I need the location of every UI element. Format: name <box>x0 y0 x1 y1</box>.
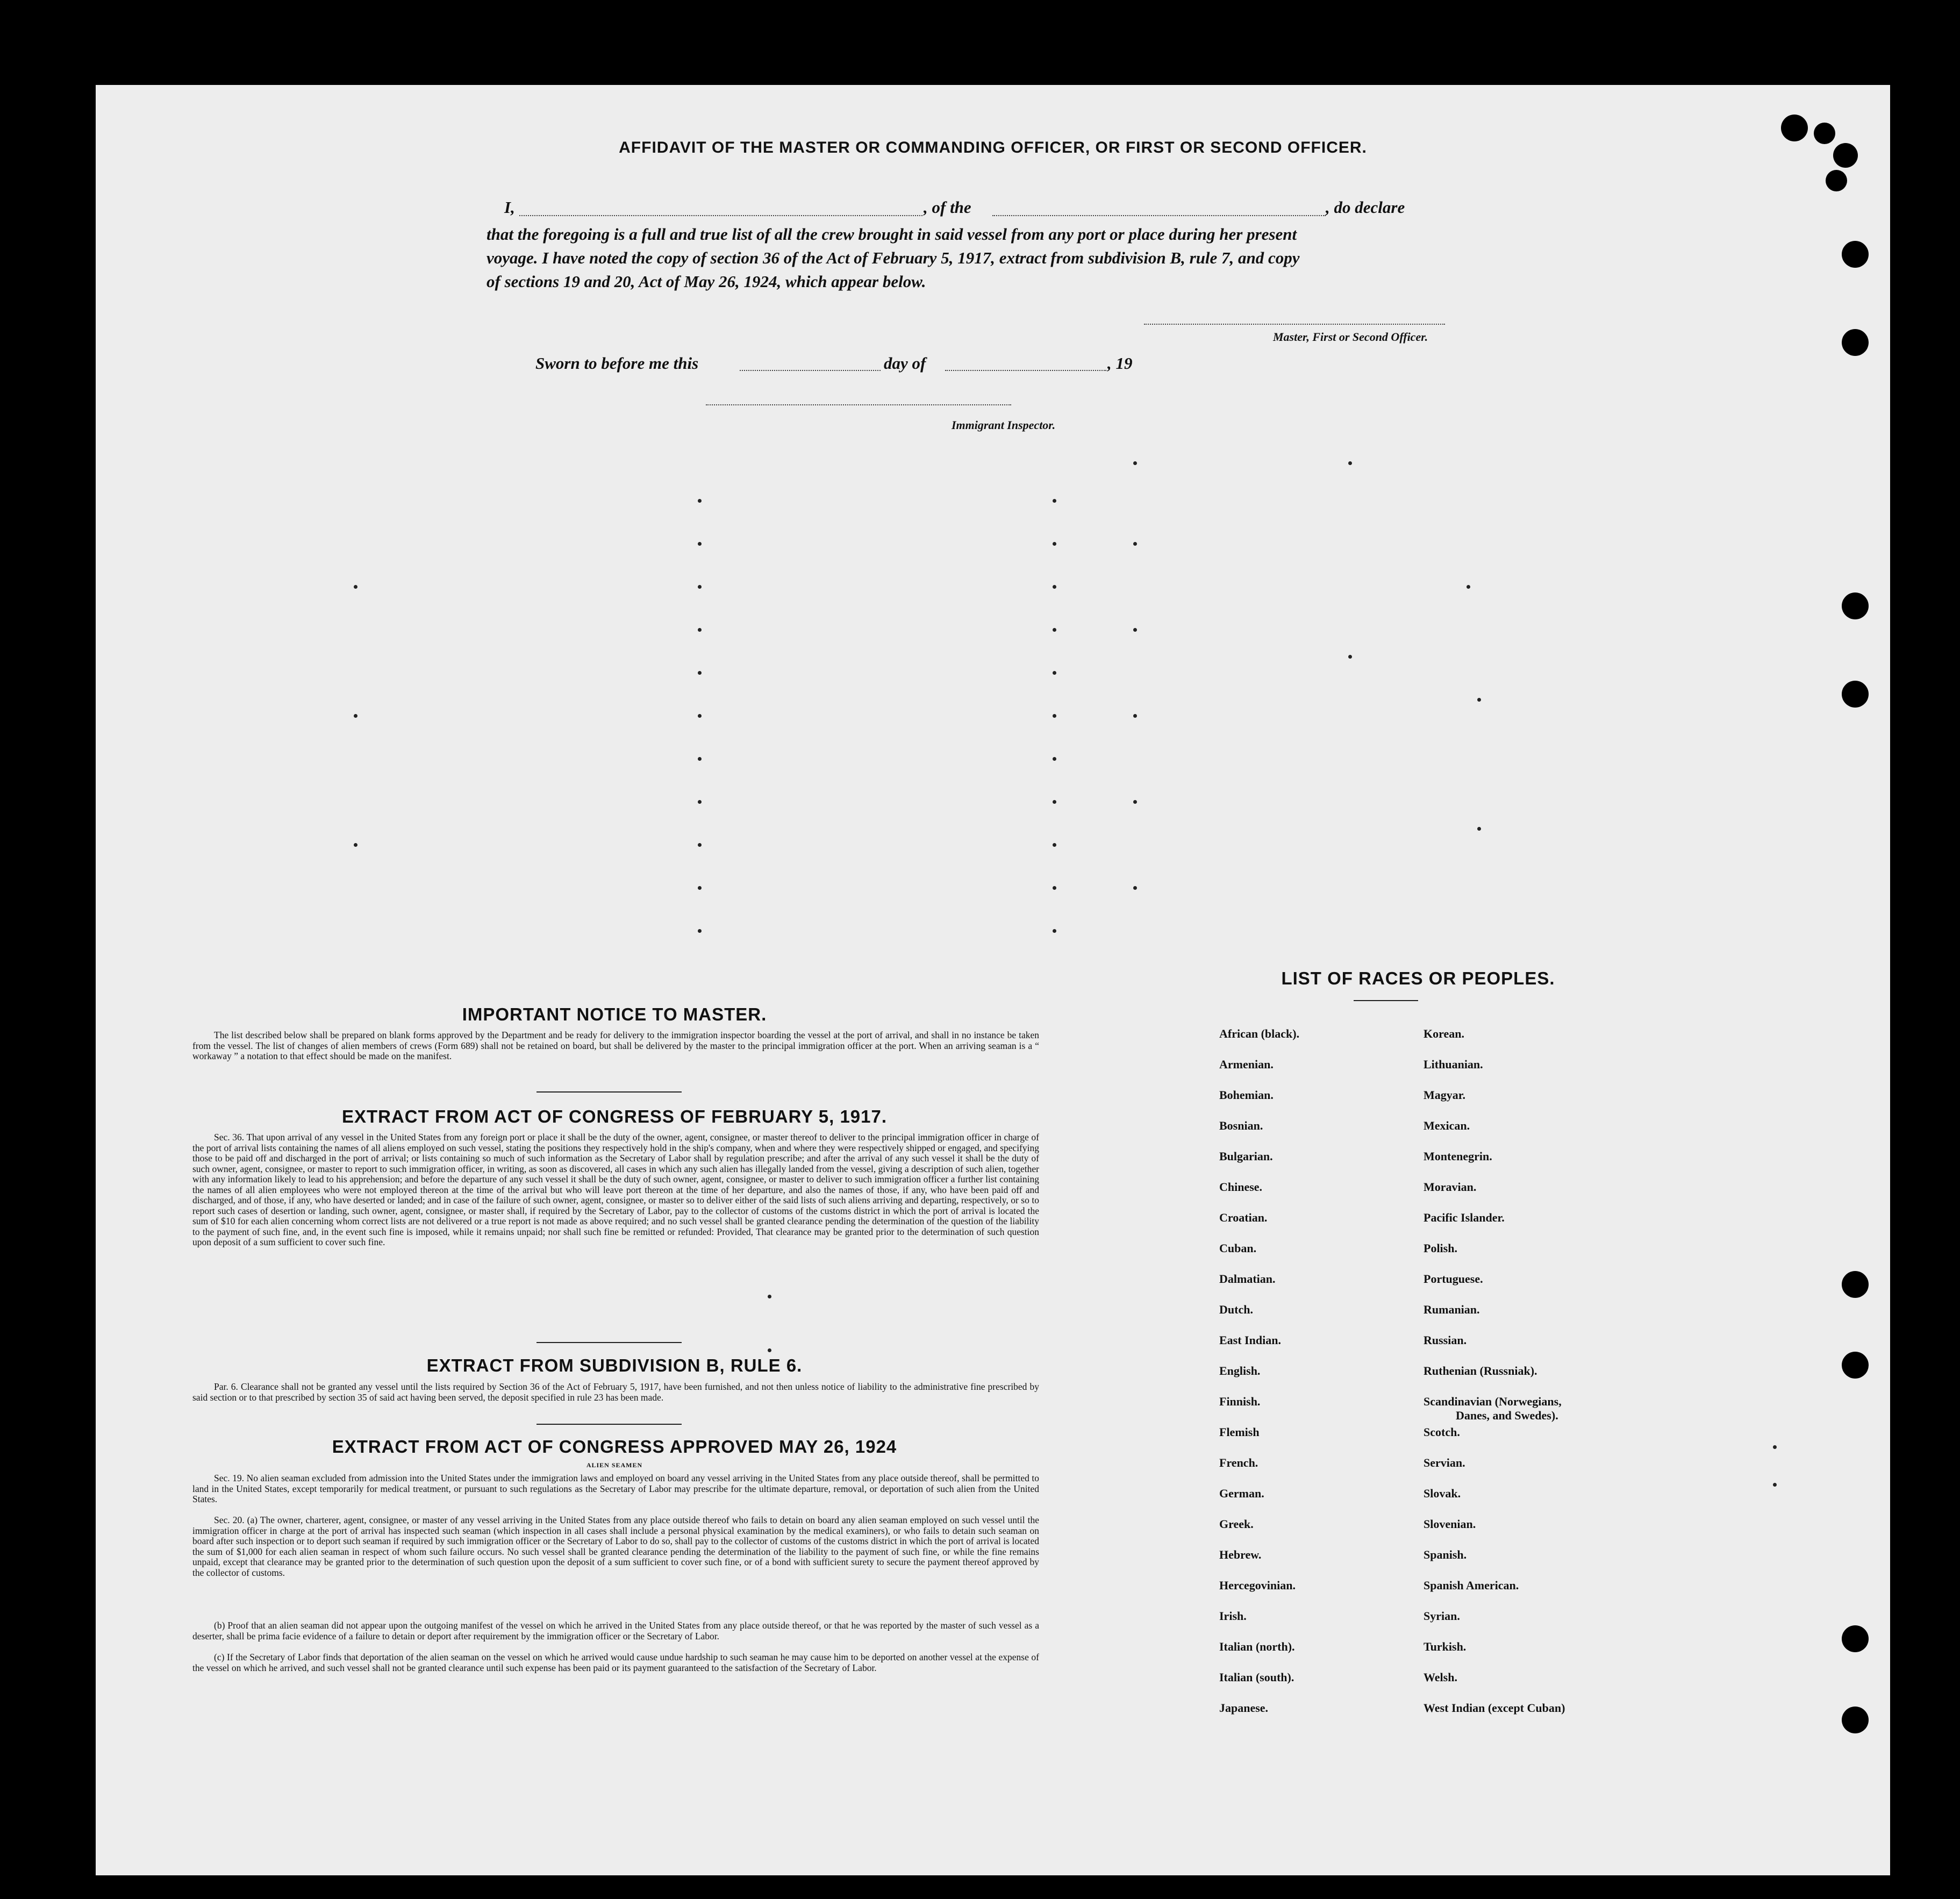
race-right-item: Rumanian. <box>1423 1303 1480 1316</box>
race-right-item: Montenegrin. <box>1423 1150 1492 1163</box>
race-left-item: Chinese. <box>1219 1180 1263 1194</box>
affidavit-title: AFFIDAVIT OF THE MASTER OR COMMANDING OFFICER, OR FIRST OR SECOND OFFICER. <box>619 139 1367 156</box>
inspector-signature-label: Immigrant Inspector. <box>952 418 1056 432</box>
punch-hole-icon <box>1826 170 1847 191</box>
race-right-item: Servian. <box>1423 1456 1465 1469</box>
race-right-item: Slovenian. <box>1423 1517 1476 1531</box>
divider <box>537 1424 682 1425</box>
race-left-item: East Indian. <box>1219 1333 1281 1347</box>
punch-hole-icon <box>1842 681 1869 708</box>
sworn-day-blank <box>740 370 881 371</box>
race-left-item: Irish. <box>1219 1609 1247 1623</box>
punch-hole-icon <box>1842 1352 1869 1379</box>
race-left-item: African (black). <box>1219 1027 1300 1040</box>
race-left-item: Finnish. <box>1219 1395 1261 1408</box>
master-signature-label: Master, First or Second Officer. <box>1273 330 1428 344</box>
race-right-item: Mexican. <box>1423 1119 1470 1132</box>
race-left-item: Armenian. <box>1219 1058 1274 1071</box>
document-page <box>96 85 1890 1875</box>
race-right-item: Lithuanian. <box>1423 1058 1483 1071</box>
punch-hole-icon <box>1842 1625 1869 1652</box>
race-right-item: Russian. <box>1423 1333 1467 1347</box>
extract-1924-title: EXTRACT FROM ACT OF CONGRESS APPROVED MAY 26, 1924 <box>332 1437 897 1457</box>
affidavit-line-3: voyage. I have noted the copy of section 36 of the Act of February 5, 1917, extract from subdivision B, rule 7, and copy <box>487 248 1300 267</box>
day-of-label: day of <box>884 354 926 373</box>
punch-hole-icon <box>1842 329 1869 356</box>
sworn-label: Sworn to before me this <box>535 354 699 373</box>
race-left-item: Bohemian. <box>1219 1088 1274 1102</box>
sec20b-text: (b) Proof that an alien seaman did not appear upon the outgoing manifest of the vessel on which he arrived in the United States from any place outside thereof, or that he was reported by the master of such vessel as a deserter, shall be prima facie evidence of a failure to detain or deport after requirement by the immigration officer or the Secretary of Labor. <box>192 1620 1039 1641</box>
punch-hole-icon <box>1842 241 1869 268</box>
race-left-item: French. <box>1219 1456 1258 1469</box>
race-right-item: Pacific Islander. <box>1423 1211 1505 1224</box>
race-left-item: Cuban. <box>1219 1241 1257 1255</box>
name-blank-line <box>519 215 922 216</box>
race-right-item: Korean. <box>1423 1027 1464 1040</box>
race-left-item: Greek. <box>1219 1517 1254 1531</box>
race-right-item: Spanish. <box>1423 1548 1467 1561</box>
race-right-item: Polish. <box>1423 1241 1457 1255</box>
punch-hole-icon <box>1842 1271 1869 1298</box>
divider <box>537 1091 682 1093</box>
race-left-item: Italian (south). <box>1219 1670 1294 1684</box>
race-right-item: West Indian (except Cuban) <box>1423 1701 1565 1715</box>
sworn-month-blank <box>945 370 1106 371</box>
vessel-blank-line <box>992 215 1326 216</box>
race-right-item: Syrian. <box>1423 1609 1460 1623</box>
affidavit-declare-label: , do declare <box>1326 198 1405 217</box>
master-signature-line <box>1144 324 1445 325</box>
punch-hole-icon <box>1842 1707 1869 1733</box>
race-left-item: Flemish <box>1219 1425 1260 1439</box>
race-left-item: Bulgarian. <box>1219 1150 1273 1163</box>
rule6-text: Par. 6. Clearance shall not be granted any vessel until the lists required by Section 36 of the Act of February 5, 1917, have been furnished, and not then unless notice of liability to the administrative fine prescribed by said section or to that prescribed by section 35 of said act having been served, the deposit specified in rule 23 has been made. <box>192 1381 1039 1403</box>
divider <box>1354 1000 1418 1001</box>
sec20c-text: (c) If the Secretary of Labor finds that deportation of the alien seaman on the vessel on which he arrived would cause undue hardship to such seaman he may cause him to be deported on another vessel at the expense of the vessel on which he arrived, and such vessel shall not be granted clearance until such expense has been paid or its payment guaranteed to the satisfaction of the Secretary of Labor. <box>192 1652 1039 1673</box>
race-left-item: Dalmatian. <box>1219 1272 1276 1286</box>
notice-title: IMPORTANT NOTICE TO MASTER. <box>462 1004 767 1024</box>
inspector-signature-line <box>706 404 1011 405</box>
notice-text: The list described below shall be prepared on blank forms approved by the Department and be ready for delivery to the immigration inspector boarding the vessel at the port of arrival, and shall in no instance be taken from the vessel. The list of changes of alien members of crews (Form 689) shall not be retained on board, but shall be delivered by the master to the principal immigration officer at the port. When an arriving seaman is a “ workaway ” a notation to that effect should be made on the manifest. <box>192 1030 1039 1061</box>
race-left-item: Italian (north). <box>1219 1640 1295 1653</box>
race-right-item: Magyar. <box>1423 1088 1466 1102</box>
divider <box>537 1342 682 1343</box>
races-title: LIST OF RACES OR PEOPLES. <box>1281 968 1555 988</box>
extract-1917-text: Sec. 36. That upon arrival of any vessel in the United States from any foreign port or place it shall be the duty of the owner, agent, consignee, or master thereof to deliver to the principal immigration officer in charge of the port of arrival lists containing the names of all aliens employed on such vessel, stating the positions they respectively hold in the ship's company, when and where they were respectively shipped or engaged, and specifying those to be paid off and discharged in the port of arrival; or lists containing so much of such information as the Secretary of Labor shall by regulation prescribe; and after the arrival of any such vessel it shall be the duty of such owner, agent, consignee, or master to report to such immigration officer, in writing, as soon as discovered, all cases in which any such alien has illegally landed from the vessel, giving a description of such alien, together with any information likely to lead to his apprehension; and before the departure of any such vessel it shall be the duty of such owner, agent, consignee, or master to deliver to such immigration officer a further list containing the names of all alien employees who were not employed thereon at the time of the arrival but who will leave port thereon at the time of her departure, and also the names of those, if any, who have been paid off and discharged, and of those, if any, who have deserted or landed; and in case of the failure of such owner, agent, consignee, or master so to deliver either of the said lists of such aliens arriving and departing, respectively, or so to report such cases of desertion or landing, such owner, agent, consignee, or master shall, if required by the Secretary of Labor, pay to the collector of customs of the customs district in which the port of arrival is located the sum of $10 for each alien concerning whom correct lists are not delivered or a true report is not made as above required; and no such vessel shall be granted clearance pending the determination of the question of the liability to the payment of such fine, and, in the event such fine is imposed, while it remains unpaid; nor shall such fine be remitted or refunded: Provided, That clearance may be granted prior to the determination of such question upon deposit of a sum sufficient to cover such fine. <box>192 1132 1039 1247</box>
sec20a-text: Sec. 20. (a) The owner, charterer, agent, consignee, or master of any vessel arriving in the United States from any place outside thereof who fails to detain on board any alien seaman employed on such vessel until the immigration officer in charge at the port of arrival has inspected such seaman (which inspection in all cases shall include a personal physical examination by the medical examiners), or who fails to detain such seaman on board after such inspection or to deport such seaman if required by such immigration officer or the Secretary of Labor to do so, shall pay to the collector of customs of the customs district in which the port of arrival is located the sum of $1,000 for each alien seaman in respect of whom such failure occurs. No such vessel shall be granted clearance pending the determination of the liability to the payment of such fine, or while the fine remains unpaid, except that clearance may be granted prior to the determination of such question upon the deposit of a sum sufficient to cover such fine, or of a bond with sufficient surety to secure the payment thereof approved by the collector of customs. <box>192 1515 1039 1578</box>
race-right-item: Welsh. <box>1423 1670 1457 1684</box>
affidavit-line-4: of sections 19 and 20, Act of May 26, 1924, which appear below. <box>487 272 926 291</box>
race-right-item: Scandinavian (Norwegians, <box>1423 1395 1562 1408</box>
race-left-item: Japanese. <box>1219 1701 1269 1715</box>
race-left-item: Croatian. <box>1219 1211 1268 1224</box>
punch-hole-icon <box>1781 115 1808 141</box>
race-right-item: Portuguese. <box>1423 1272 1483 1286</box>
race-left-item: Hebrew. <box>1219 1548 1262 1561</box>
punch-hole-icon <box>1842 592 1869 619</box>
race-left-item: Hercegovinian. <box>1219 1579 1296 1592</box>
race-right-item: Danes, and Swedes). <box>1456 1409 1558 1422</box>
race-left-item: Bosnian. <box>1219 1119 1263 1132</box>
affidavit-i-label: I, <box>504 198 515 217</box>
race-right-item: Moravian. <box>1423 1180 1477 1194</box>
race-right-item: Ruthenian (Russniak). <box>1423 1364 1537 1377</box>
race-right-item: Spanish American. <box>1423 1579 1519 1592</box>
affidavit-line-2: that the foregoing is a full and true list of all the crew brought in said vessel from any port or place during her present <box>487 225 1297 244</box>
race-left-item: Dutch. <box>1219 1303 1253 1316</box>
race-right-item: Scotch. <box>1423 1425 1460 1439</box>
race-left-item: English. <box>1219 1364 1261 1377</box>
sec19-text: Sec. 19. No alien seaman excluded from admission into the United States under the immigration laws and employed on board any vessel arriving in the United States from any place outside thereof, shall be permitted to land in the United States, except temporarily for medical treatment, or pursuant to such regulations as the Secretary of Labor may prescribe for the ultimate departure, removal, or deportation of such alien from the United States. <box>192 1473 1039 1504</box>
race-right-item: Turkish. <box>1423 1640 1467 1653</box>
rule6-title: EXTRACT FROM SUBDIVISION B, RULE 6. <box>426 1355 803 1375</box>
race-right-item: Slovak. <box>1423 1487 1461 1500</box>
extract-1917-title: EXTRACT FROM ACT OF CONGRESS OF FEBRUARY 5, 1917. <box>341 1106 888 1126</box>
affidavit-of-the-label: , of the <box>924 198 971 217</box>
race-left-item: German. <box>1219 1487 1264 1500</box>
alien-seamen-subtitle: ALIEN SEAMEN <box>586 1461 643 1469</box>
year-label: , 19 <box>1107 354 1133 373</box>
